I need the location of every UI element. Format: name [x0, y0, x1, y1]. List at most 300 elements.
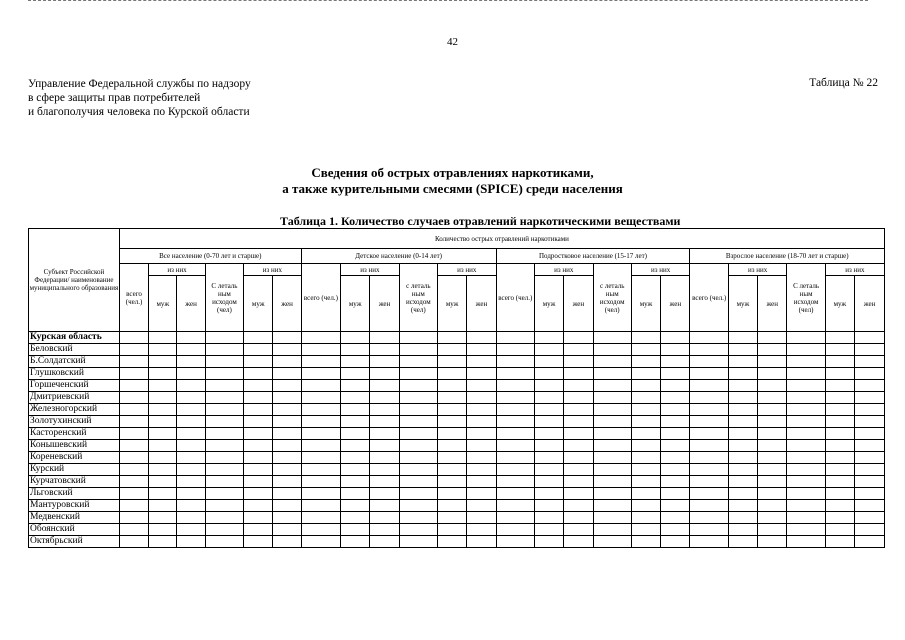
data-cell — [787, 464, 825, 476]
data-cell — [855, 464, 885, 476]
data-cell — [273, 452, 301, 464]
data-cell — [273, 428, 301, 440]
data-cell — [631, 428, 660, 440]
region-name-cell: Курский — [29, 464, 120, 476]
data-cell — [855, 536, 885, 548]
data-cell — [787, 452, 825, 464]
data-cell — [593, 380, 631, 392]
data-cell — [119, 332, 148, 344]
data-cell — [728, 464, 757, 476]
data-cell — [467, 416, 496, 428]
data-cell — [631, 440, 660, 452]
data-cell — [244, 416, 273, 428]
data-cell — [825, 440, 854, 452]
data-cell — [370, 356, 399, 368]
data-cell — [438, 344, 467, 356]
data-cell — [758, 464, 787, 476]
female-column-header: жен — [370, 276, 399, 332]
data-cell — [177, 344, 205, 356]
data-cell — [661, 488, 690, 500]
data-cell — [370, 512, 399, 524]
data-cell — [534, 380, 563, 392]
age-group-header: Подростковое население (15-17 лет) — [496, 249, 690, 264]
data-cell — [593, 536, 631, 548]
data-cell — [728, 356, 757, 368]
data-cell — [825, 404, 854, 416]
data-cell — [661, 428, 690, 440]
data-cell — [301, 536, 340, 548]
data-cell — [205, 464, 243, 476]
data-cell — [690, 380, 728, 392]
data-cell — [564, 440, 593, 452]
data-cell — [661, 524, 690, 536]
data-cell — [399, 512, 437, 524]
data-cell — [661, 536, 690, 548]
data-cell — [564, 464, 593, 476]
data-cell — [593, 416, 631, 428]
data-cell — [631, 392, 660, 404]
data-cell — [825, 488, 854, 500]
data-cell — [399, 404, 437, 416]
male-column-header: муж — [534, 276, 563, 332]
data-cell — [177, 488, 205, 500]
org-line-3: и благополучия человека по Курской области — [28, 106, 250, 118]
data-cell — [273, 332, 301, 344]
data-cell — [728, 488, 757, 500]
female-column-header: жен — [564, 276, 593, 332]
data-cell — [825, 332, 854, 344]
data-cell — [205, 536, 243, 548]
data-cell — [399, 536, 437, 548]
data-cell — [273, 404, 301, 416]
data-cell — [467, 524, 496, 536]
data-cell — [631, 512, 660, 524]
data-cell — [205, 500, 243, 512]
data-cell — [341, 356, 370, 368]
data-cell — [728, 452, 757, 464]
data-cell — [119, 488, 148, 500]
data-cell — [758, 440, 787, 452]
data-cell — [728, 392, 757, 404]
data-cell — [564, 500, 593, 512]
data-cell — [690, 440, 728, 452]
data-cell — [661, 404, 690, 416]
data-cell — [564, 488, 593, 500]
data-cell — [825, 476, 854, 488]
data-cell — [370, 392, 399, 404]
data-cell — [593, 524, 631, 536]
age-group-header: Взрослое население (18-70 лет и старше) — [690, 249, 885, 264]
data-cell — [205, 416, 243, 428]
data-cell — [728, 416, 757, 428]
data-cell — [399, 344, 437, 356]
data-cell — [593, 440, 631, 452]
data-cell — [534, 332, 563, 344]
data-cell — [119, 344, 148, 356]
data-cell — [177, 452, 205, 464]
data-cell — [534, 452, 563, 464]
data-cell — [496, 332, 534, 344]
data-cell — [244, 332, 273, 344]
data-cell — [119, 356, 148, 368]
table-row — [29, 440, 885, 452]
data-cell — [438, 536, 467, 548]
data-cell — [273, 440, 301, 452]
data-cell — [119, 440, 148, 452]
data-cell — [564, 428, 593, 440]
data-cell — [534, 392, 563, 404]
data-cell — [341, 524, 370, 536]
data-cell — [787, 476, 825, 488]
data-cell — [728, 368, 757, 380]
data-cell — [855, 404, 885, 416]
data-cell — [661, 512, 690, 524]
data-cell — [728, 344, 757, 356]
data-cell — [244, 452, 273, 464]
data-cell — [690, 524, 728, 536]
data-cell — [149, 452, 177, 464]
male-column-header: муж — [728, 276, 757, 332]
data-cell — [534, 440, 563, 452]
data-cell — [825, 428, 854, 440]
data-cell — [370, 464, 399, 476]
data-cell — [534, 536, 563, 548]
data-cell — [496, 440, 534, 452]
region-name-cell: Золотухинский — [29, 416, 120, 428]
data-cell — [825, 524, 854, 536]
data-cell — [438, 356, 467, 368]
data-cell — [758, 368, 787, 380]
data-cell — [564, 332, 593, 344]
data-cell — [244, 368, 273, 380]
data-cell — [631, 500, 660, 512]
data-cell — [438, 404, 467, 416]
data-cell — [564, 452, 593, 464]
data-cell — [787, 524, 825, 536]
data-cell — [728, 380, 757, 392]
data-cell — [119, 452, 148, 464]
data-cell — [467, 500, 496, 512]
data-cell — [661, 464, 690, 476]
data-cell — [149, 368, 177, 380]
data-cell — [370, 416, 399, 428]
region-name-cell: Кореневский — [29, 452, 120, 464]
data-cell — [564, 536, 593, 548]
of-them-header: из них — [149, 264, 206, 276]
data-cell — [661, 500, 690, 512]
data-cell — [341, 416, 370, 428]
data-cell — [149, 488, 177, 500]
data-cell — [496, 464, 534, 476]
data-cell — [273, 392, 301, 404]
data-cell — [177, 500, 205, 512]
data-cell — [534, 500, 563, 512]
data-cell — [467, 368, 496, 380]
data-cell — [341, 500, 370, 512]
data-cell — [631, 404, 660, 416]
data-cell — [825, 380, 854, 392]
data-cell — [177, 368, 205, 380]
data-cell — [341, 452, 370, 464]
organization-name — [28, 77, 251, 119]
age-group-header: Все население (0-70 лет и старше) — [119, 249, 301, 264]
table-row — [29, 356, 885, 368]
table-row — [29, 452, 885, 464]
data-cell — [177, 356, 205, 368]
data-cell — [177, 332, 205, 344]
data-cell — [787, 392, 825, 404]
data-cell — [690, 344, 728, 356]
org-line-2: в сфере защиты прав потребителей — [28, 92, 201, 104]
data-cell — [593, 452, 631, 464]
data-cell — [825, 536, 854, 548]
data-cell — [467, 380, 496, 392]
data-cell — [534, 368, 563, 380]
data-cell — [690, 488, 728, 500]
data-cell — [690, 356, 728, 368]
data-cell — [564, 512, 593, 524]
data-cell — [399, 332, 437, 344]
data-cell — [438, 524, 467, 536]
data-cell — [301, 488, 340, 500]
data-cell — [825, 392, 854, 404]
data-cell — [534, 512, 563, 524]
data-cell — [855, 524, 885, 536]
data-cell — [758, 416, 787, 428]
table-row — [29, 536, 885, 548]
data-cell — [205, 476, 243, 488]
table-row — [29, 488, 885, 500]
data-cell — [301, 428, 340, 440]
data-cell — [119, 404, 148, 416]
data-cell — [631, 332, 660, 344]
data-cell — [855, 512, 885, 524]
region-name-cell: Касторенский — [29, 428, 120, 440]
table-row — [29, 512, 885, 524]
data-cell — [593, 356, 631, 368]
data-cell — [593, 512, 631, 524]
data-cell — [467, 392, 496, 404]
main-group-header: Количество острых отравлений наркотиками — [119, 229, 884, 249]
data-cell — [467, 452, 496, 464]
fatal-column-header: с леталь ным исходом (чел) — [593, 264, 631, 332]
data-cell — [758, 428, 787, 440]
male-column-header: муж — [149, 276, 177, 332]
age-group-header: Детское население (0-14 лет) — [301, 249, 496, 264]
data-cell — [661, 416, 690, 428]
data-cell — [438, 380, 467, 392]
data-cell — [593, 368, 631, 380]
data-cell — [273, 344, 301, 356]
data-cell — [438, 368, 467, 380]
data-cell — [177, 416, 205, 428]
data-cell — [496, 452, 534, 464]
data-cell — [855, 488, 885, 500]
of-them-header: из них — [341, 264, 400, 276]
data-cell — [273, 524, 301, 536]
total-column-header: всего (чел.) — [119, 264, 148, 332]
data-cell — [399, 380, 437, 392]
data-cell — [661, 344, 690, 356]
data-cell — [438, 464, 467, 476]
region-name-cell: Курчатовский — [29, 476, 120, 488]
male-column-header: муж — [631, 276, 660, 332]
of-them-header: из них — [631, 264, 690, 276]
data-cell — [728, 440, 757, 452]
data-cell — [496, 356, 534, 368]
poisoning-table-wrapper — [28, 228, 885, 548]
data-cell — [825, 452, 854, 464]
region-name-cell: Медвенский — [29, 512, 120, 524]
data-cell — [534, 416, 563, 428]
data-cell — [690, 464, 728, 476]
data-cell — [149, 428, 177, 440]
data-cell — [177, 428, 205, 440]
data-cell — [370, 536, 399, 548]
data-cell — [661, 332, 690, 344]
data-cell — [825, 512, 854, 524]
data-cell — [661, 476, 690, 488]
data-cell — [534, 524, 563, 536]
data-cell — [690, 332, 728, 344]
data-cell — [631, 488, 660, 500]
data-cell — [301, 440, 340, 452]
data-cell — [534, 476, 563, 488]
data-cell — [149, 440, 177, 452]
data-cell — [273, 368, 301, 380]
data-cell — [177, 392, 205, 404]
data-cell — [149, 500, 177, 512]
total-column-header: всего (чел.) — [496, 264, 534, 332]
female-column-header: жен — [758, 276, 787, 332]
data-cell — [631, 524, 660, 536]
data-cell — [496, 488, 534, 500]
data-cell — [593, 332, 631, 344]
data-cell — [273, 356, 301, 368]
data-cell — [728, 500, 757, 512]
data-cell — [341, 344, 370, 356]
data-cell — [564, 368, 593, 380]
data-cell — [149, 332, 177, 344]
data-cell — [438, 476, 467, 488]
data-cell — [825, 368, 854, 380]
data-cell — [438, 392, 467, 404]
data-cell — [787, 368, 825, 380]
data-cell — [564, 404, 593, 416]
data-cell — [661, 392, 690, 404]
table-row — [29, 332, 885, 344]
data-cell — [593, 404, 631, 416]
data-cell — [787, 356, 825, 368]
data-cell — [149, 380, 177, 392]
table-row — [29, 428, 885, 440]
page-number: 42 — [447, 36, 458, 48]
data-cell — [593, 428, 631, 440]
data-cell — [631, 344, 660, 356]
table-row — [29, 476, 885, 488]
data-cell — [661, 368, 690, 380]
of-them-header: из них — [728, 264, 787, 276]
data-cell — [301, 464, 340, 476]
data-cell — [855, 380, 885, 392]
data-cell — [301, 524, 340, 536]
data-cell — [438, 488, 467, 500]
data-cell — [593, 488, 631, 500]
data-cell — [399, 368, 437, 380]
data-cell — [301, 512, 340, 524]
region-name-cell: Дмитриевский — [29, 392, 120, 404]
data-cell — [690, 404, 728, 416]
data-cell — [301, 452, 340, 464]
data-cell — [149, 416, 177, 428]
table-row — [29, 500, 885, 512]
data-cell — [728, 428, 757, 440]
data-cell — [438, 512, 467, 524]
data-cell — [149, 536, 177, 548]
fatal-column-header: С леталь ным исходом (чел) — [205, 264, 243, 332]
data-cell — [399, 524, 437, 536]
data-cell — [787, 332, 825, 344]
data-cell — [534, 488, 563, 500]
data-cell — [564, 524, 593, 536]
data-cell — [690, 452, 728, 464]
data-cell — [825, 344, 854, 356]
data-cell — [631, 476, 660, 488]
data-cell — [301, 356, 340, 368]
region-name-cell: Мантуровский — [29, 500, 120, 512]
document-title — [0, 165, 905, 197]
table-row — [29, 380, 885, 392]
of-them-header: из них — [825, 264, 884, 276]
title-line-2: а также курительными смесями (SPICE) среди населения — [282, 181, 623, 196]
data-cell — [119, 536, 148, 548]
data-cell — [855, 452, 885, 464]
region-name-cell: Конышевский — [29, 440, 120, 452]
data-cell — [149, 512, 177, 524]
data-cell — [467, 428, 496, 440]
data-cell — [301, 476, 340, 488]
data-cell — [273, 380, 301, 392]
data-cell — [370, 332, 399, 344]
data-cell — [825, 464, 854, 476]
data-cell — [467, 536, 496, 548]
data-cell — [399, 488, 437, 500]
data-cell — [787, 416, 825, 428]
data-cell — [301, 380, 340, 392]
data-cell — [534, 344, 563, 356]
data-cell — [467, 488, 496, 500]
data-cell — [787, 380, 825, 392]
data-cell — [399, 452, 437, 464]
data-cell — [855, 332, 885, 344]
data-cell — [534, 428, 563, 440]
data-cell — [119, 416, 148, 428]
data-cell — [855, 428, 885, 440]
poisoning-table — [28, 228, 885, 548]
data-cell — [855, 392, 885, 404]
data-cell — [205, 356, 243, 368]
data-cell — [690, 368, 728, 380]
data-cell — [438, 440, 467, 452]
data-cell — [370, 488, 399, 500]
data-cell — [149, 464, 177, 476]
region-name-cell: Курская область — [29, 332, 120, 344]
data-cell — [399, 440, 437, 452]
data-cell — [244, 476, 273, 488]
region-name-cell: Глушковский — [29, 368, 120, 380]
data-cell — [496, 404, 534, 416]
region-name-cell: Беловский — [29, 344, 120, 356]
